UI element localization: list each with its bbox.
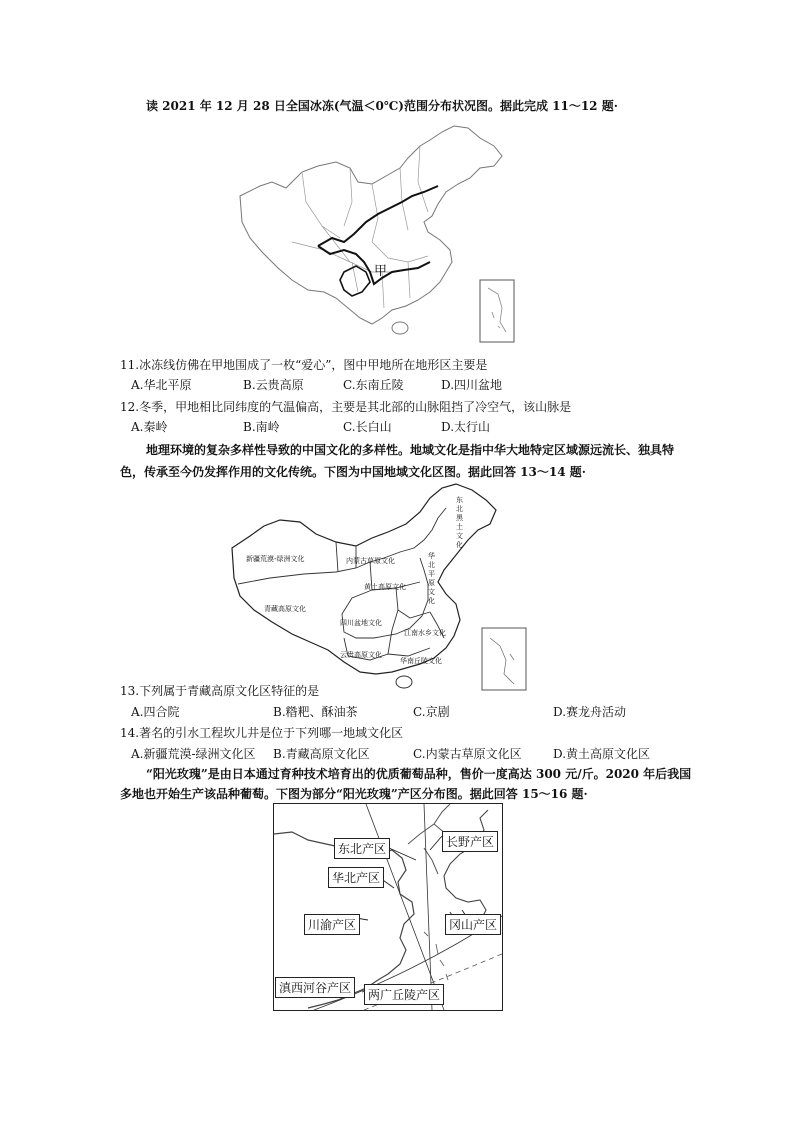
label-gangshan: 冈山产区 [445,914,501,935]
region-xinjiang: 新疆荒漠-绿洲文化 [246,555,305,563]
q12-option-d[interactable]: D.太行山 [441,420,491,434]
label-huabei: 华北产区 [328,867,384,888]
freeze-map [232,122,522,352]
section2-intro-line1: 地理环境的复杂多样性导致的中国文化的多样性。地域文化是指中华大地特定区域源远流长、独具特 [146,443,675,457]
q11-option-c[interactable]: C.东南丘陵 [343,378,404,392]
region-jiangnan: 江南水乡文化 [404,629,446,637]
grape-map [273,803,503,1011]
region-huabei: 华北平原文化 [428,552,435,605]
region-huangtu: 黄土高原文化 [364,583,406,591]
q13-option-a[interactable]: A.四合院 [131,705,180,719]
q12-option-b[interactable]: B.南岭 [243,420,280,434]
q14-option-a[interactable]: A.新疆荒漠-绿洲文化区 [131,747,256,761]
region-yungui: 云贵高原文化 [340,651,382,659]
label-dianxi: 滇西河谷产区 [275,977,355,998]
region-dongbei: 东北黑土文化 [456,496,463,549]
q13-option-b[interactable]: B.糌粑、酥油茶 [273,705,358,719]
q11-stem: 11.冰冻线仿佛在甲地围成了一枚“爱心”，图中甲地所在地形区主要是 [120,358,488,372]
region-qingzang: 青藏高原文化 [264,605,306,613]
q11-option-b[interactable]: B.云贵高原 [243,378,304,392]
q14-stem: 14.著名的引水工程坎儿井是位于下列哪一地域文化区 [120,726,404,740]
section3-intro-line2: 多地也开始生产该品种葡萄。下图为部分“阳光玫瑰”产区分布图。据此回答 15～16 题· [120,787,588,801]
q12-option-c[interactable]: C.长白山 [343,420,392,434]
q13-option-c[interactable]: C.京剧 [413,705,450,719]
culture-map [224,478,534,692]
region-neimeng: 内蒙古草原文化 [346,557,395,565]
q13-option-d[interactable]: D.赛龙舟活动 [553,705,627,719]
section3-intro-line1: “阳光玫瑰”是由日本通过育种技术培育出的优质葡萄品种，售价一度高达 300 元/斤。2020 年后我国 [146,767,692,781]
region-huanan: 华南丘陵文化 [400,657,442,665]
q14-option-b[interactable]: B.青藏高原文化区 [273,747,370,761]
label-changye: 长野产区 [442,831,498,852]
q11-option-d[interactable]: D.四川盆地 [441,378,503,392]
q14-option-d[interactable]: D.黄土高原文化区 [553,747,651,761]
label-lianguang: 两广丘陵产区 [364,984,444,1005]
q13-stem: 13.下列属于青藏高原文化区特征的是 [120,684,320,698]
label-dongbei: 东北产区 [334,838,390,859]
q12-option-a[interactable]: A.秦岭 [131,420,168,434]
q14-option-c[interactable]: C.内蒙古草原文化区 [413,747,522,761]
q12-stem: 12.冬季，甲地相比同纬度的气温偏高，主要是其北部的山脉阻挡了冷空气，该山脉是 [120,400,572,414]
section1-intro: 读 2021 年 12 月 28 日全国冰冻(气温＜0℃)范围分布状况图。据此完成 11～12 题· [146,99,618,113]
map-label-jia: 甲 [374,264,388,279]
section2-intro-line2: 色，传承至今仍发挥作用的文化传统。下图为中国地域文化区图。据此回答 13～14 题· [120,465,586,479]
region-sichuan: 四川盆地文化 [340,619,382,627]
label-chuanyu: 川渝产区 [304,914,360,935]
q11-option-a[interactable]: A.华北平原 [131,378,192,392]
